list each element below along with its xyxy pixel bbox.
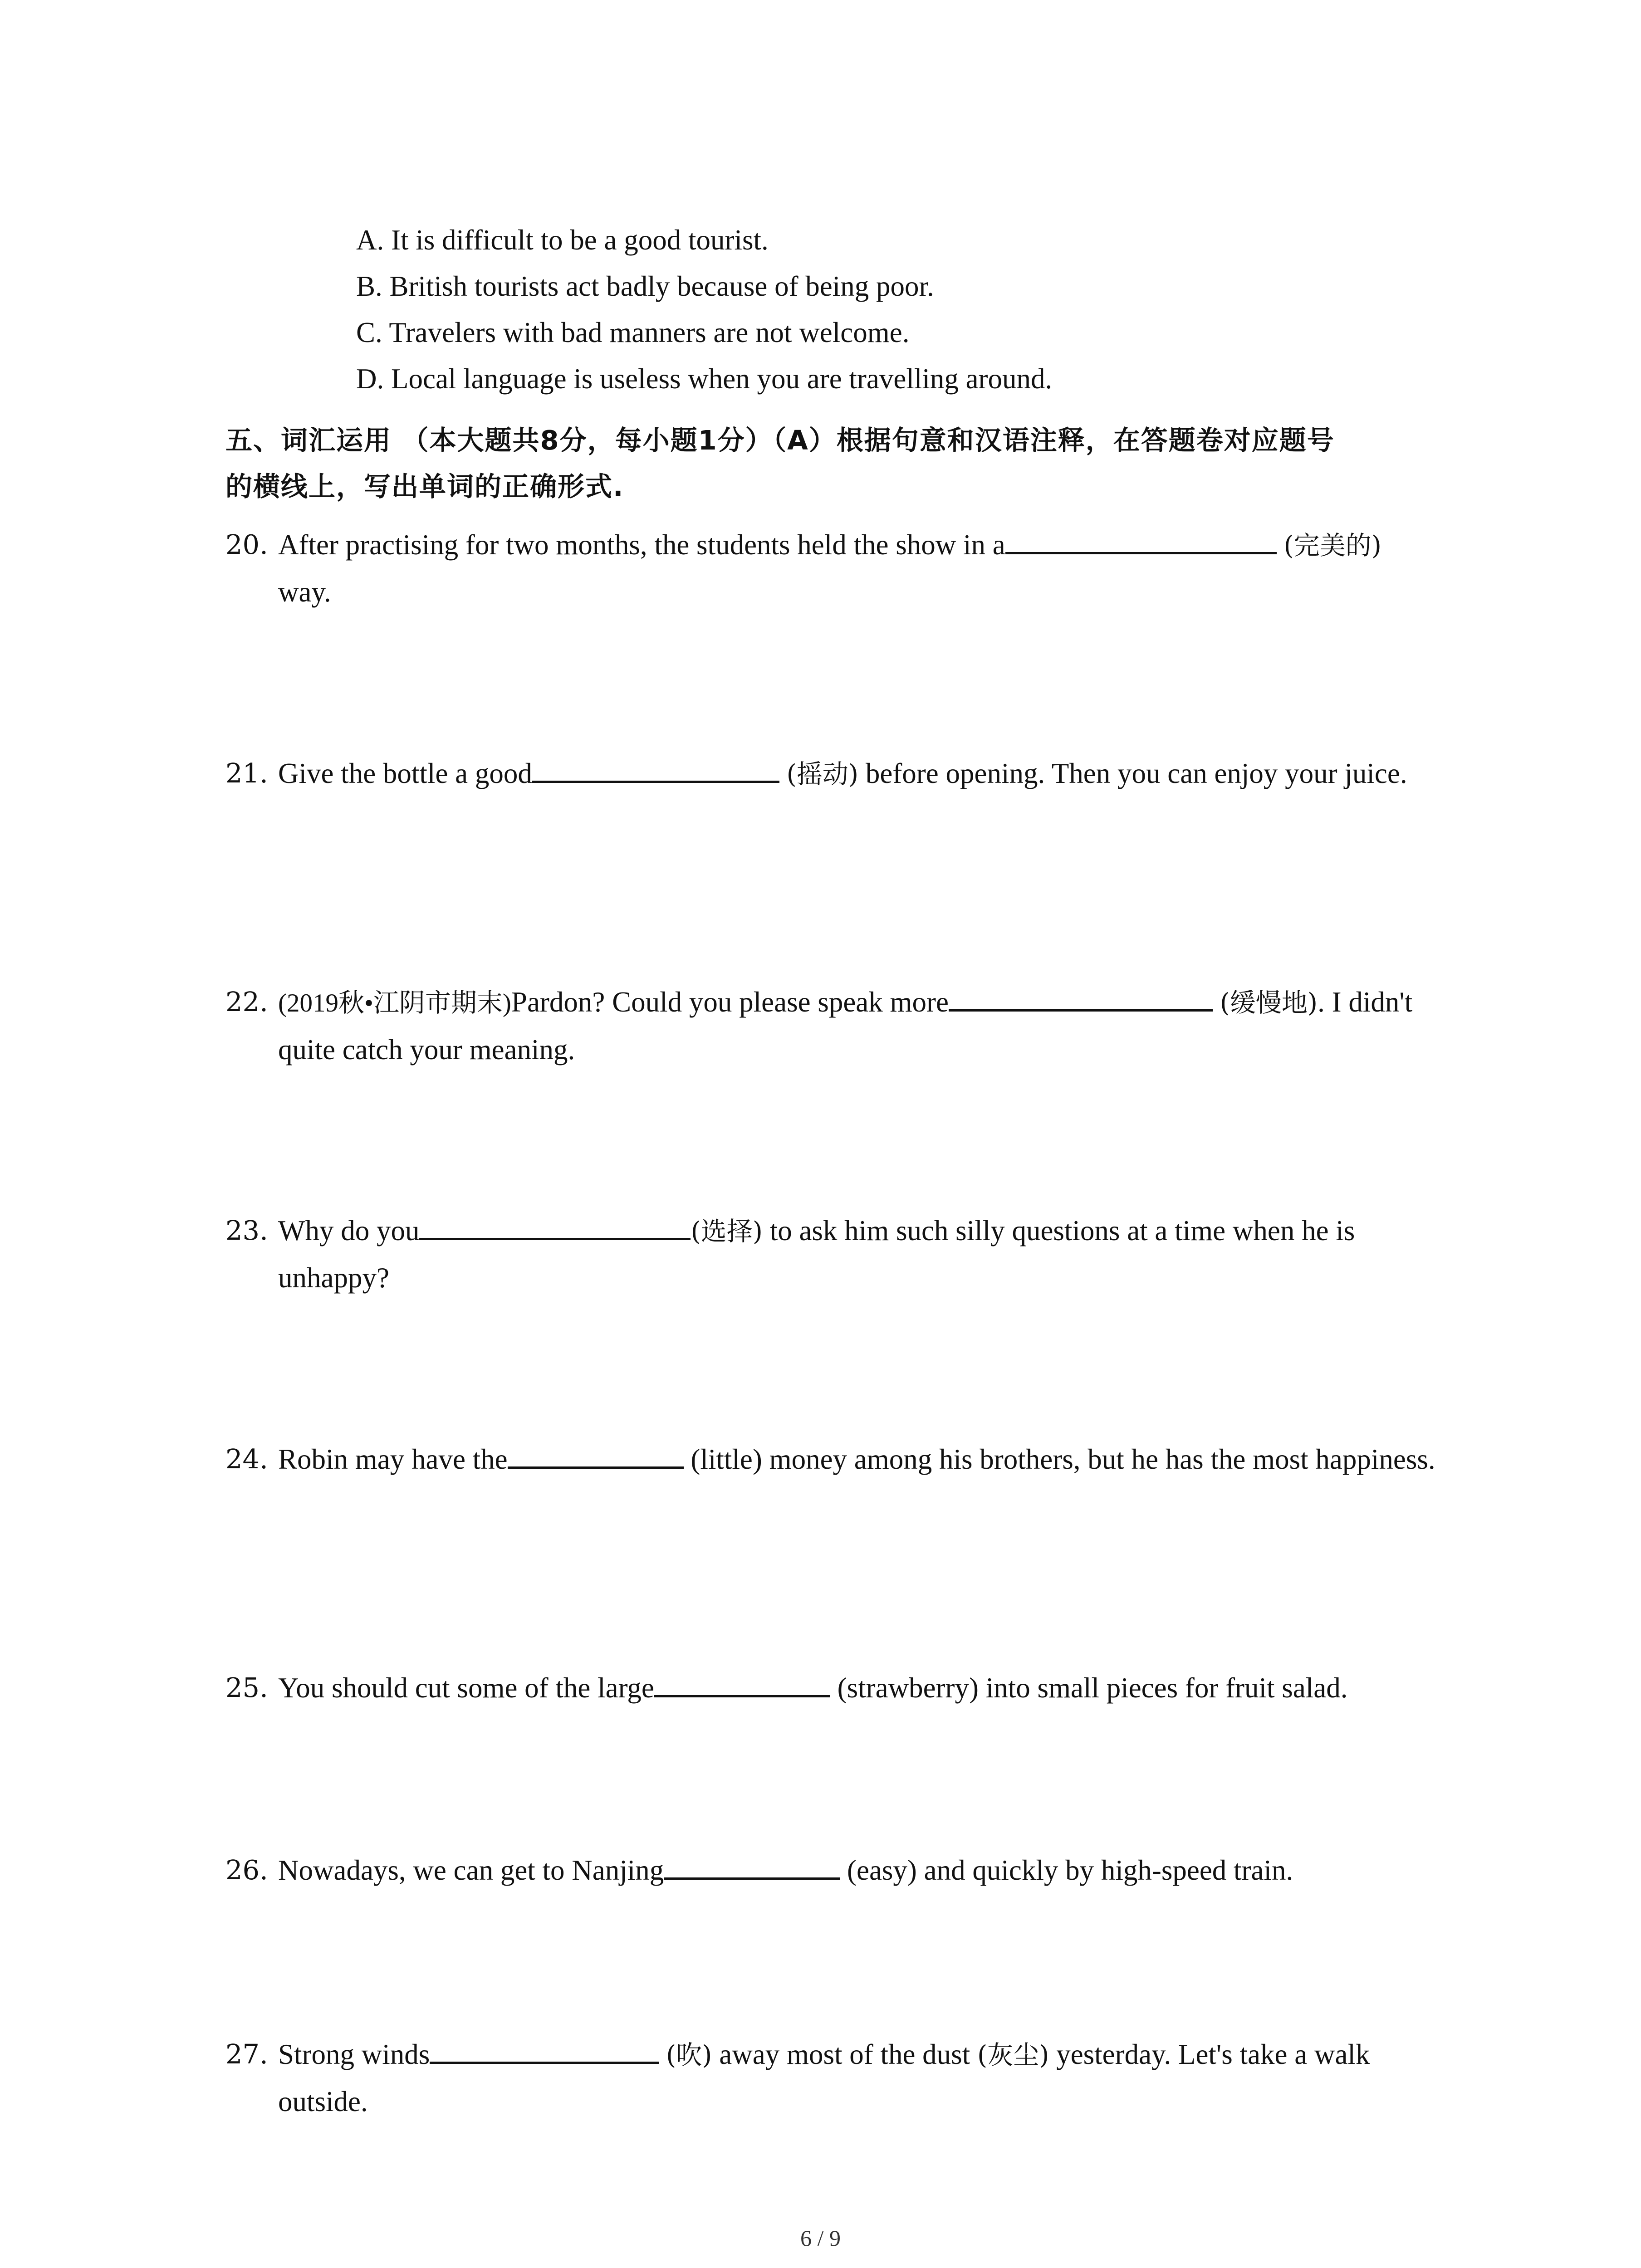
answer-blank[interactable] — [654, 1668, 830, 1697]
option-b: B. British tourists act badly because of being poor. — [356, 270, 934, 302]
question-number: 23. — [225, 1215, 268, 1246]
question-text: Give the bottle a good — [278, 758, 532, 789]
question-number: 24. — [225, 1443, 268, 1475]
answer-blank[interactable] — [430, 2034, 659, 2064]
question-number: 26. — [225, 1854, 268, 1886]
section-heading-line2: 的横线上，写出单词的正确形式. — [225, 471, 624, 502]
question-text-continued: . I didn't quite catch your meaning. — [278, 986, 1413, 1066]
hint-text: (缓慢地) — [1220, 988, 1318, 1018]
answer-blank[interactable] — [419, 1211, 691, 1240]
question-text: Robin may have the — [278, 1443, 508, 1475]
answer-blank[interactable] — [1005, 525, 1277, 554]
question-text-continued: money among his brothers, but he has the most happiness. — [769, 1443, 1435, 1475]
section-heading-line1: 五、词汇运用 （本大题共8分，每小题1分）（A）根据句意和汉语注释，在答题卷对应题号 — [225, 425, 1335, 456]
answer-blank[interactable] — [532, 753, 779, 783]
question-number: 27. — [225, 2038, 268, 2070]
question-22 — [225, 979, 1450, 1073]
question-text-continued: to ask him such silly questions at a time when he is unhappy? — [278, 1215, 1355, 1294]
hint-text: (easy) — [847, 1854, 917, 1886]
option-c: C. Travelers with bad manners are not welcome. — [356, 317, 910, 348]
question-text: You should cut some of the large — [278, 1672, 654, 1704]
hint-text-2: (灰尘) — [977, 2040, 1049, 2070]
question-text: Strong winds — [278, 2038, 430, 2070]
answer-options — [356, 217, 1581, 402]
question-text: Why do you — [278, 1215, 420, 1246]
question-text-continued: away most of the dust — [719, 2038, 970, 2070]
hint-text: (摇动) — [786, 759, 859, 789]
question-number: 22. — [225, 986, 268, 1017]
question-27 — [225, 2031, 1450, 2125]
answer-blank[interactable] — [508, 1439, 684, 1469]
page-number: 6 / 9 — [800, 2225, 841, 2251]
question-text-continued: into small pieces for fruit salad. — [985, 1672, 1348, 1704]
hint-text: (strawberry) — [837, 1672, 979, 1704]
question-text-end: yesterday. Let's take a walk outside. — [278, 2038, 1370, 2117]
hint-text: (吹) — [666, 2040, 712, 2070]
section-heading — [225, 417, 1460, 510]
option-a: A. It is difficult to be a good tourist. — [356, 224, 769, 256]
question-number: 21. — [225, 758, 268, 789]
question-text-continued: way. — [278, 576, 331, 608]
question-text-continued: before opening. Then you can enjoy your juice. — [865, 758, 1407, 789]
answer-blank[interactable] — [949, 982, 1213, 1012]
question-23 — [225, 1207, 1450, 1301]
question-source: (2019秋•江阴市期末) — [278, 989, 511, 1017]
answer-blank[interactable] — [664, 1850, 840, 1880]
hint-text: (选择) — [691, 1217, 763, 1246]
question-text-continued: and quickly by high-speed train. — [924, 1854, 1293, 1886]
question-number: 20. — [225, 529, 268, 560]
question-number: 25. — [225, 1672, 268, 1703]
question-text: Nowadays, we can get to Nanjing — [278, 1854, 664, 1886]
question-26 — [225, 1847, 1450, 1893]
question-21 — [225, 750, 1450, 797]
option-d: D. Local language is useless when you are travelling around. — [356, 363, 1053, 395]
question-25 — [225, 1665, 1450, 1711]
hint-text: (little) — [691, 1443, 762, 1475]
question-text: After practising for two months, the students held the show in a — [278, 529, 1005, 561]
hint-text: (完美的) — [1283, 531, 1381, 561]
question-24 — [225, 1436, 1450, 1482]
question-text: Pardon? Could you please speak more — [511, 986, 949, 1018]
question-20 — [225, 522, 1450, 615]
